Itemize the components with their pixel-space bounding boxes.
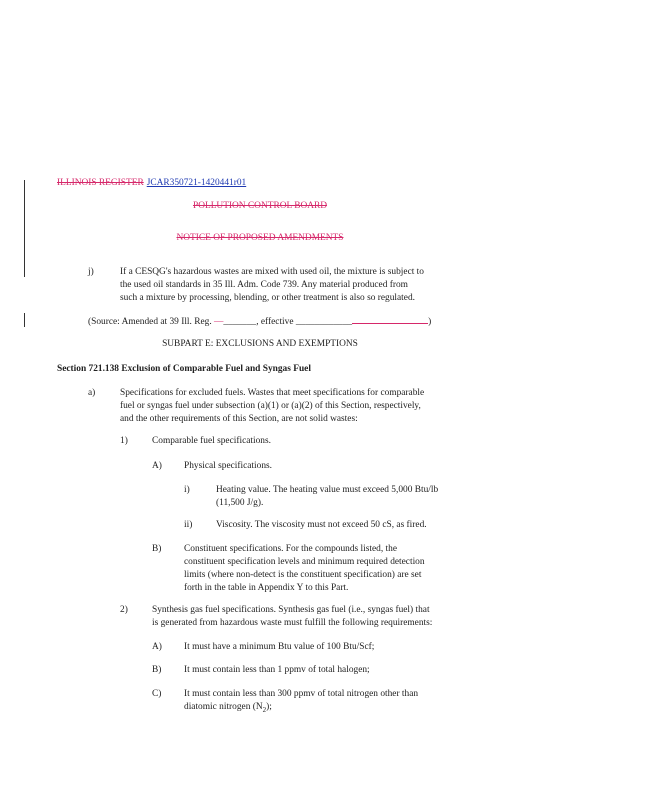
item-2C-line-1: It must contain less than 300 ppmv of total nitrogen other than [184, 689, 419, 699]
item-1B-line-4: forth in the table in Appendix Y to this Part. [184, 583, 349, 593]
item-2A-text: It must have a minimum Btu value of 100 Btu/Scf; [184, 642, 375, 652]
item-2C-marker: C) [152, 689, 162, 699]
item-1A-marker: A) [152, 461, 162, 471]
para-j-line-3: such a mixture by processing, blending, or other treatment is also so regulated. [120, 293, 415, 303]
source-middle: , effective [256, 317, 296, 327]
item-1B-line-3: limits (where non-detect is the constituent specification) are set [184, 570, 422, 580]
source-note [88, 315, 431, 328]
notice-title: NOTICE OF PROPOSED AMENDMENTS [176, 233, 344, 243]
source-blank-1: _______ [223, 317, 257, 327]
subpart-heading: SUBPART E: EXCLUSIONS AND EXEMPTIONS [162, 339, 358, 349]
change-bar-top [24, 180, 25, 277]
item-2-marker: 2) [120, 605, 128, 615]
para-j-line-2: the used oil standards in 35 Ill. Adm. Code 739. Any material produced from [120, 280, 408, 290]
item-2C-line-2 [184, 701, 272, 713]
source-inserted-blank [352, 315, 428, 324]
source-blank-2: ____________ [295, 317, 353, 327]
item-2C-line-2-prefix: diatomic nitrogen (N [184, 702, 263, 712]
change-bar-source [24, 313, 25, 327]
item-2C-line-2-suffix: ); [266, 702, 272, 712]
para-j-line-1: If a CESQG's hazardous wastes are mixed with used oil, the mixture is subject to [120, 267, 424, 277]
para-j-marker: j) [88, 267, 94, 277]
item-1Aii-text: Viscosity. The viscosity must not exceed 50 cS, as fired. [216, 520, 427, 530]
para-a-marker: a) [88, 388, 96, 398]
item-1B-line-2: constituent specification levels and minimum required detection [184, 557, 425, 567]
item-1-marker: 1) [120, 436, 128, 446]
section-heading: Section 721.138 Exclusion of Comparable Fuel and Syngas Fuel [57, 364, 311, 374]
item-2-line-1: Synthesis gas fuel specifications. Synthesis gas fuel (i.e., syngas fuel) that [152, 605, 430, 615]
register-header [57, 177, 246, 189]
item-2-line-2: is generated from hazardous waste must fulfill the following requirements: [152, 618, 433, 628]
item-2C-subscript: 2 [262, 705, 267, 714]
item-1Ai-marker: i) [184, 485, 190, 495]
source-close: ) [428, 317, 432, 327]
register-inserted-text: JCAR350721-1420441r01 [146, 178, 247, 188]
source-dash: — [214, 317, 224, 327]
item-2B-marker: B) [152, 665, 162, 675]
item-1Ai-line-1: Heating value. The heating value must exceed 5,000 Btu/lb [216, 485, 439, 495]
register-deleted-text: ILLINOIS REGISTER [57, 178, 144, 188]
para-a-line-2: fuel or syngas fuel under subsection (a)(1) or (a)(2) of this Section, respectively, [120, 401, 421, 411]
source-prefix: (Source: Amended at 39 Ill. Reg. [88, 317, 215, 327]
para-a-line-3: and the other requirements of this Section, are not solid wastes: [120, 414, 358, 424]
item-1B-marker: B) [152, 544, 162, 554]
board-title: POLLUTION CONTROL BOARD [192, 201, 328, 211]
item-1Ai-line-2: (11,500 J/g). [216, 498, 264, 508]
item-2B-text: It must contain less than 1 ppmv of total halogen; [184, 665, 370, 675]
item-1A-text: Physical specifications. [184, 461, 273, 471]
item-1-text: Comparable fuel specifications. [152, 436, 271, 446]
item-1Aii-marker: ii) [184, 520, 193, 530]
item-1B-line-1: Constituent specifications. For the compounds listed, the [184, 544, 397, 554]
para-a-line-1: Specifications for excluded fuels. Wastes that meet specifications for comparable [120, 388, 425, 398]
item-2A-marker: A) [152, 642, 162, 652]
